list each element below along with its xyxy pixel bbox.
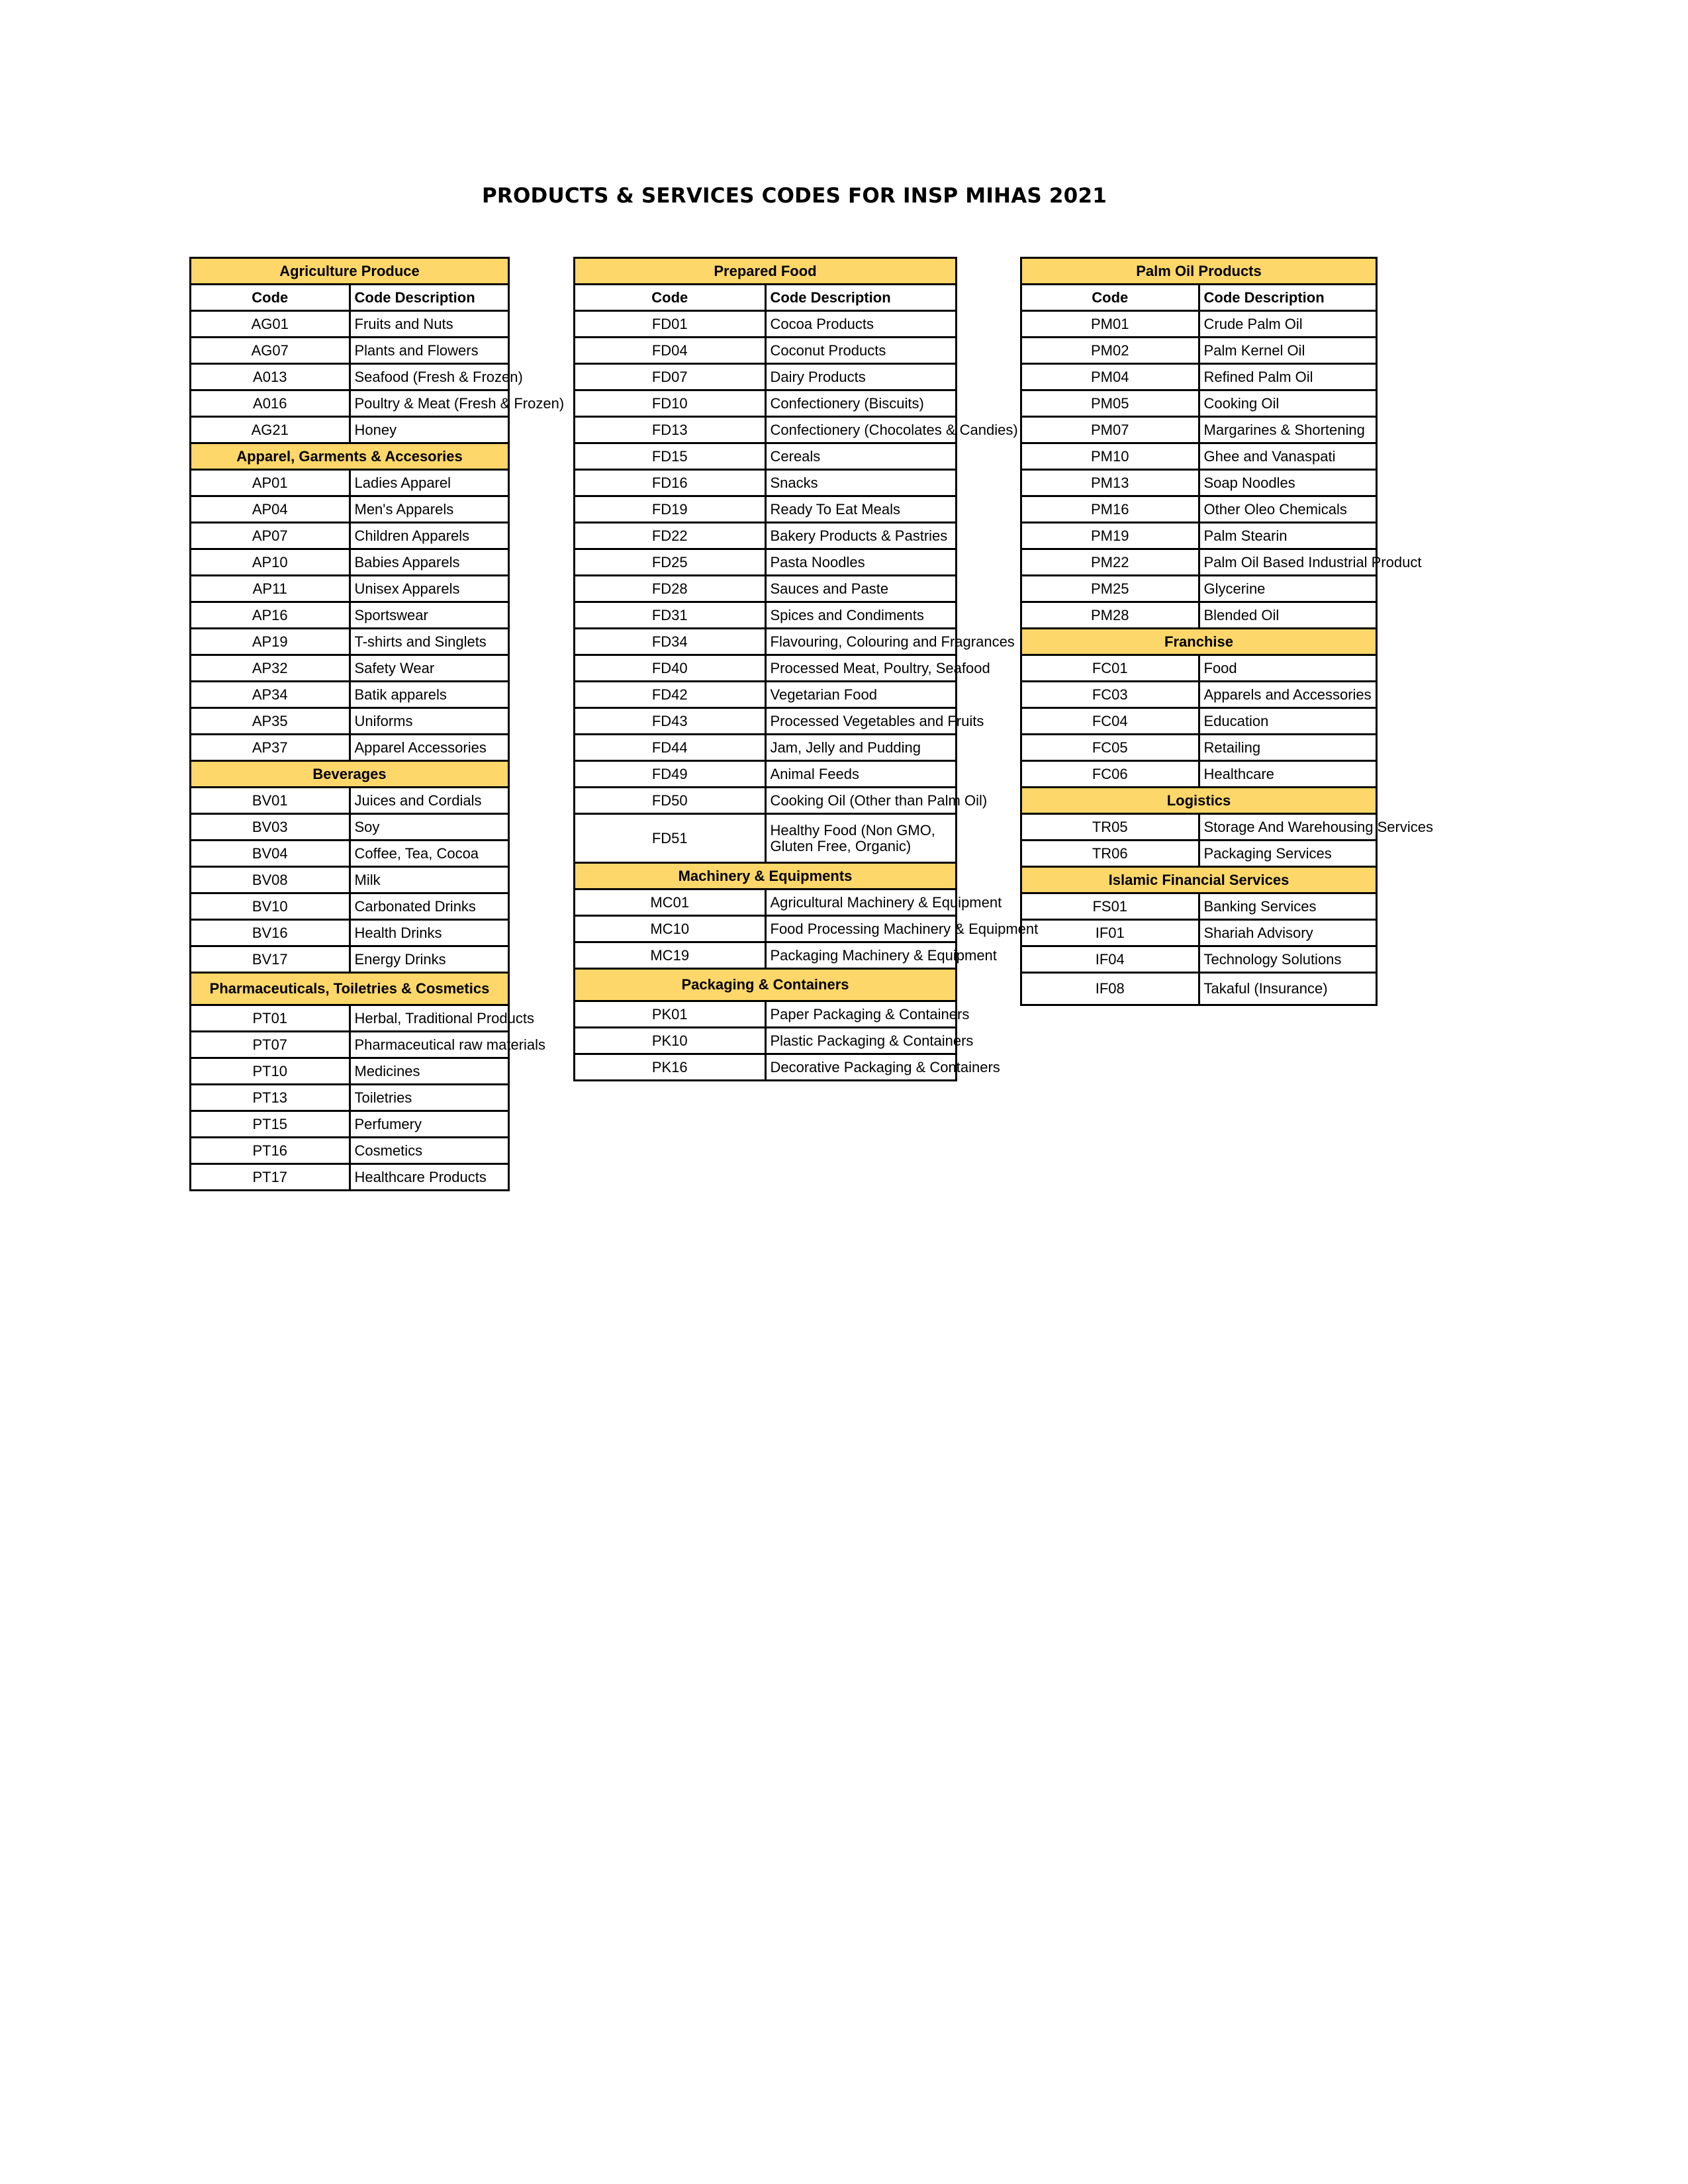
code-cell: BV10	[191, 893, 350, 920]
table-row	[1021, 602, 1377, 629]
description-cell: Spices and Condiments	[765, 602, 957, 629]
description-cell: Crude Palm Oil	[1199, 311, 1377, 338]
description-cell: Technology Solutions	[1199, 946, 1377, 973]
description-cell: Batik apparels	[350, 682, 509, 708]
code-cell: BV16	[191, 920, 350, 946]
description-cell: Snacks	[765, 470, 957, 496]
description-cell: Cooking Oil (Other than Palm Oil)	[765, 788, 957, 814]
description-cell: Healthcare Products	[350, 1164, 509, 1191]
description-cell: Sportswear	[350, 602, 509, 629]
code-cell: IF01	[1021, 920, 1199, 946]
description-cell: Pharmaceutical raw materials	[350, 1032, 509, 1058]
table-row	[1021, 523, 1377, 549]
table-row	[575, 682, 957, 708]
description-cell: Poultry & Meat (Fresh & Frozen)	[350, 390, 509, 417]
table-row	[575, 602, 957, 629]
table-row	[191, 470, 509, 496]
section-title: Apparel, Garments & Accesories	[191, 443, 509, 470]
code-table-column-1	[189, 257, 565, 1191]
description-cell: Men's Apparels	[350, 496, 509, 523]
section-header-row	[575, 863, 957, 889]
table-row	[575, 942, 957, 969]
table-row	[575, 629, 957, 655]
code-table	[1020, 257, 1433, 1006]
code-cell: AP19	[191, 629, 350, 655]
description-cell: Packaging Machinery & Equipment	[765, 942, 957, 969]
description-cell: Vegetarian Food	[765, 682, 957, 708]
code-cell: PT13	[191, 1085, 350, 1111]
description-cell: Packaging Services	[1199, 841, 1377, 867]
code-cell: PT07	[191, 1032, 350, 1058]
table-row	[191, 814, 509, 841]
table-row	[575, 814, 957, 863]
code-cell: FD25	[575, 549, 766, 576]
description-cell: Safety Wear	[350, 655, 509, 682]
table-row	[191, 682, 509, 708]
description-cell: Palm Kernel Oil	[1199, 338, 1377, 364]
code-cell: AG07	[191, 338, 350, 364]
description-cell: Cereals	[765, 443, 957, 470]
code-cell: PM10	[1021, 443, 1199, 470]
table-row	[575, 788, 957, 814]
code-cell: A013	[191, 364, 350, 390]
code-cell: PT10	[191, 1058, 350, 1085]
code-cell: PM05	[1021, 390, 1199, 417]
table-row	[575, 496, 957, 523]
section-title: Beverages	[191, 761, 509, 788]
table-row	[1021, 973, 1377, 1005]
table-row	[1021, 841, 1377, 867]
table-row	[191, 576, 509, 602]
description-cell: Health Drinks	[350, 920, 509, 946]
table-row	[1021, 390, 1377, 417]
description-cell: Processed Meat, Poultry, Seafood	[765, 655, 957, 682]
table-row	[191, 1032, 509, 1058]
table-row	[1021, 338, 1377, 364]
section-header-row	[575, 969, 957, 1001]
table-row	[191, 364, 509, 390]
description-cell: Storage And Warehousing Services	[1199, 814, 1377, 841]
table-row	[191, 602, 509, 629]
code-column-header: Code	[191, 285, 350, 311]
table-row	[575, 761, 957, 788]
code-cell: FD01	[575, 311, 766, 338]
description-cell: Children Apparels	[350, 523, 509, 549]
table-row	[575, 1001, 957, 1028]
description-cell: Cocoa Products	[765, 311, 957, 338]
description-cell: Soap Noodles	[1199, 470, 1377, 496]
table-row	[191, 390, 509, 417]
code-cell: FC01	[1021, 655, 1199, 682]
code-cell: PT16	[191, 1138, 350, 1164]
code-cell: FD10	[575, 390, 766, 417]
description-cell: Plants and Flowers	[350, 338, 509, 364]
table-row	[1021, 946, 1377, 973]
description-cell: Sauces and Paste	[765, 576, 957, 602]
table-row	[1021, 920, 1377, 946]
table-row	[191, 1058, 509, 1085]
section-header-row	[191, 443, 509, 470]
section-header-row	[191, 258, 509, 285]
table-row	[191, 708, 509, 735]
code-cell: AP37	[191, 735, 350, 761]
code-cell: FD07	[575, 364, 766, 390]
code-cell: AP04	[191, 496, 350, 523]
description-cell: Paper Packaging & Containers	[765, 1001, 957, 1028]
table-row	[191, 496, 509, 523]
table-row	[191, 841, 509, 867]
section-title: Packaging & Containers	[575, 969, 957, 1001]
code-cell: BV03	[191, 814, 350, 841]
description-cell: Energy Drinks	[350, 946, 509, 973]
table-row	[575, 390, 957, 417]
description-cell: Herbal, Traditional Products	[350, 1005, 509, 1032]
table-row	[191, 788, 509, 814]
description-cell: Cosmetics	[350, 1138, 509, 1164]
table-row	[1021, 470, 1377, 496]
description-cell: Banking Services	[1199, 893, 1377, 920]
code-table	[189, 257, 565, 1191]
code-cell: FC06	[1021, 761, 1199, 788]
description-cell: Healthy Food (Non GMO, Gluten Free, Organic)	[765, 814, 957, 863]
description-cell: Food Processing Machinery & Equipment	[765, 916, 957, 942]
table-row	[575, 1028, 957, 1054]
table-row	[1021, 655, 1377, 682]
code-cell: PT17	[191, 1164, 350, 1191]
description-cell: Dairy Products	[765, 364, 957, 390]
code-cell: FD22	[575, 523, 766, 549]
description-cell: Soy	[350, 814, 509, 841]
table-row	[191, 893, 509, 920]
table-row	[191, 338, 509, 364]
code-cell: PT15	[191, 1111, 350, 1138]
code-cell: AP32	[191, 655, 350, 682]
section-header-row	[1021, 629, 1377, 655]
code-cell: PM16	[1021, 496, 1199, 523]
code-cell: MC10	[575, 916, 766, 942]
table-row	[1021, 576, 1377, 602]
code-cell: FC04	[1021, 708, 1199, 735]
description-cell: Confectionery (Biscuits)	[765, 390, 957, 417]
code-cell: A016	[191, 390, 350, 417]
table-row	[191, 867, 509, 893]
section-header-row	[191, 973, 509, 1005]
code-cell: FC05	[1021, 735, 1199, 761]
section-title: Agriculture Produce	[191, 258, 509, 285]
column-header-row	[191, 285, 509, 311]
table-row	[1021, 708, 1377, 735]
table-row	[1021, 814, 1377, 841]
table-row	[191, 1164, 509, 1191]
description-column-header: Code Description	[1199, 285, 1377, 311]
table-row	[575, 708, 957, 735]
table-row	[191, 549, 509, 576]
page-title: PRODUCTS & SERVICES CODES FOR INSP MIHAS 2021	[482, 184, 1107, 208]
description-cell: Healthcare	[1199, 761, 1377, 788]
code-column-header: Code	[1021, 285, 1199, 311]
code-cell: FD19	[575, 496, 766, 523]
code-table-column-3	[1020, 257, 1433, 1006]
table-row	[575, 1054, 957, 1081]
description-cell: Carbonated Drinks	[350, 893, 509, 920]
description-cell: Babies Apparels	[350, 549, 509, 576]
table-row	[575, 576, 957, 602]
code-cell: AP07	[191, 523, 350, 549]
description-cell: Plastic Packaging & Containers	[765, 1028, 957, 1054]
table-row	[1021, 417, 1377, 443]
section-title: Machinery & Equipments	[575, 863, 957, 889]
code-table	[573, 257, 1039, 1081]
table-row	[575, 735, 957, 761]
description-cell: Education	[1199, 708, 1377, 735]
code-cell: FD51	[575, 814, 766, 863]
table-row	[1021, 893, 1377, 920]
code-column-header: Code	[575, 285, 766, 311]
description-cell: Apparel Accessories	[350, 735, 509, 761]
code-cell: FD49	[575, 761, 766, 788]
code-cell: FD28	[575, 576, 766, 602]
code-cell: PM28	[1021, 602, 1199, 629]
table-row	[191, 655, 509, 682]
section-title: Franchise	[1021, 629, 1377, 655]
code-cell: FD16	[575, 470, 766, 496]
section-header-row	[1021, 788, 1377, 814]
code-cell: AG01	[191, 311, 350, 338]
table-row	[191, 946, 509, 973]
description-cell: Apparels and Accessories	[1199, 682, 1377, 708]
code-cell: PM07	[1021, 417, 1199, 443]
description-cell: Ready To Eat Meals	[765, 496, 957, 523]
code-cell: AP10	[191, 549, 350, 576]
code-cell: AP01	[191, 470, 350, 496]
description-cell: Fruits and Nuts	[350, 311, 509, 338]
code-table-column-2	[573, 257, 1039, 1081]
table-row	[191, 1138, 509, 1164]
column-header-row	[575, 285, 957, 311]
table-row	[1021, 549, 1377, 576]
description-cell: Confectionery (Chocolates & Candies)	[765, 417, 957, 443]
description-cell: Honey	[350, 417, 509, 443]
description-cell: Ghee and Vanaspati	[1199, 443, 1377, 470]
description-cell: Toiletries	[350, 1085, 509, 1111]
code-cell: MC19	[575, 942, 766, 969]
table-row	[191, 629, 509, 655]
code-cell: FS01	[1021, 893, 1199, 920]
table-row	[575, 655, 957, 682]
table-row	[575, 417, 957, 443]
code-cell: PT01	[191, 1005, 350, 1032]
description-cell: Agricultural Machinery & Equipment	[765, 889, 957, 916]
description-cell: Ladies Apparel	[350, 470, 509, 496]
code-cell: PM25	[1021, 576, 1199, 602]
table-row	[1021, 311, 1377, 338]
description-column-header: Code Description	[765, 285, 957, 311]
section-title: Logistics	[1021, 788, 1377, 814]
code-cell: PK10	[575, 1028, 766, 1054]
table-row	[575, 364, 957, 390]
table-row	[191, 735, 509, 761]
description-cell: Coffee, Tea, Cocoa	[350, 841, 509, 867]
description-cell: Unisex Apparels	[350, 576, 509, 602]
description-cell: T-shirts and Singlets	[350, 629, 509, 655]
section-title: Pharmaceuticals, Toiletries & Cosmetics	[191, 973, 509, 1005]
description-cell: Juices and Cordials	[350, 788, 509, 814]
description-cell: Jam, Jelly and Pudding	[765, 735, 957, 761]
code-cell: PM19	[1021, 523, 1199, 549]
table-row	[1021, 496, 1377, 523]
description-cell: Processed Vegetables and Fruits	[765, 708, 957, 735]
table-row	[1021, 735, 1377, 761]
table-row	[575, 311, 957, 338]
table-row	[575, 916, 957, 942]
code-cell: FD50	[575, 788, 766, 814]
section-header-row	[575, 258, 957, 285]
table-row	[191, 920, 509, 946]
description-cell: Palm Oil Based Industrial Product	[1199, 549, 1377, 576]
table-row	[575, 889, 957, 916]
table-row	[1021, 443, 1377, 470]
column-header-row	[1021, 285, 1377, 311]
description-cell: Uniforms	[350, 708, 509, 735]
description-column-header: Code Description	[350, 285, 509, 311]
description-cell: Pasta Noodles	[765, 549, 957, 576]
description-cell: Cooking Oil	[1199, 390, 1377, 417]
table-row	[575, 523, 957, 549]
section-title: Islamic Financial Services	[1021, 867, 1377, 893]
code-cell: PM13	[1021, 470, 1199, 496]
table-row	[575, 443, 957, 470]
section-title: Prepared Food	[575, 258, 957, 285]
section-header-row	[1021, 867, 1377, 893]
description-cell: Other Oleo Chemicals	[1199, 496, 1377, 523]
description-cell: Medicines	[350, 1058, 509, 1085]
table-row	[191, 523, 509, 549]
description-cell: Milk	[350, 867, 509, 893]
description-cell: Palm Stearin	[1199, 523, 1377, 549]
description-cell: Perfumery	[350, 1111, 509, 1138]
description-cell: Animal Feeds	[765, 761, 957, 788]
code-cell: PM02	[1021, 338, 1199, 364]
table-row	[191, 311, 509, 338]
code-cell: PM04	[1021, 364, 1199, 390]
code-cell: IF08	[1021, 973, 1199, 1005]
table-row	[191, 1005, 509, 1032]
code-cell: PM01	[1021, 311, 1199, 338]
description-cell: Coconut Products	[765, 338, 957, 364]
code-cell: FC03	[1021, 682, 1199, 708]
code-cell: FD42	[575, 682, 766, 708]
code-cell: MC01	[575, 889, 766, 916]
description-cell: Margarines & Shortening	[1199, 417, 1377, 443]
code-cell: FD13	[575, 417, 766, 443]
code-cell: FD31	[575, 602, 766, 629]
code-cell: BV04	[191, 841, 350, 867]
table-row	[575, 338, 957, 364]
description-cell: Food	[1199, 655, 1377, 682]
description-cell: Decorative Packaging & Containers	[765, 1054, 957, 1081]
code-cell: BV08	[191, 867, 350, 893]
description-cell: Flavouring, Colouring and Fragrances	[765, 629, 957, 655]
description-cell: Retailing	[1199, 735, 1377, 761]
table-row	[575, 470, 957, 496]
section-header-row	[1021, 258, 1377, 285]
description-cell: Bakery Products & Pastries	[765, 523, 957, 549]
table-row	[1021, 364, 1377, 390]
code-cell: AP35	[191, 708, 350, 735]
code-cell: FD04	[575, 338, 766, 364]
table-row	[575, 549, 957, 576]
table-row	[1021, 761, 1377, 788]
code-cell: TR05	[1021, 814, 1199, 841]
description-cell: Shariah Advisory	[1199, 920, 1377, 946]
table-row	[1021, 682, 1377, 708]
description-cell: Takaful (Insurance)	[1199, 973, 1377, 1005]
code-cell: AP11	[191, 576, 350, 602]
code-cell: IF04	[1021, 946, 1199, 973]
description-cell: Glycerine	[1199, 576, 1377, 602]
code-cell: PK01	[575, 1001, 766, 1028]
description-cell: Refined Palm Oil	[1199, 364, 1377, 390]
code-cell: FD44	[575, 735, 766, 761]
code-cell: AP34	[191, 682, 350, 708]
code-cell: FD43	[575, 708, 766, 735]
section-header-row	[191, 761, 509, 788]
code-cell: FD34	[575, 629, 766, 655]
code-cell: PM22	[1021, 549, 1199, 576]
code-cell: AG21	[191, 417, 350, 443]
description-cell: Seafood (Fresh & Frozen)	[350, 364, 509, 390]
table-row	[191, 1111, 509, 1138]
table-row	[191, 1085, 509, 1111]
section-title: Palm Oil Products	[1021, 258, 1377, 285]
description-cell: Blended Oil	[1199, 602, 1377, 629]
table-row	[191, 417, 509, 443]
code-cell: AP16	[191, 602, 350, 629]
code-cell: BV01	[191, 788, 350, 814]
code-cell: BV17	[191, 946, 350, 973]
code-cell: FD15	[575, 443, 766, 470]
code-cell: FD40	[575, 655, 766, 682]
code-cell: TR06	[1021, 841, 1199, 867]
code-cell: PK16	[575, 1054, 766, 1081]
